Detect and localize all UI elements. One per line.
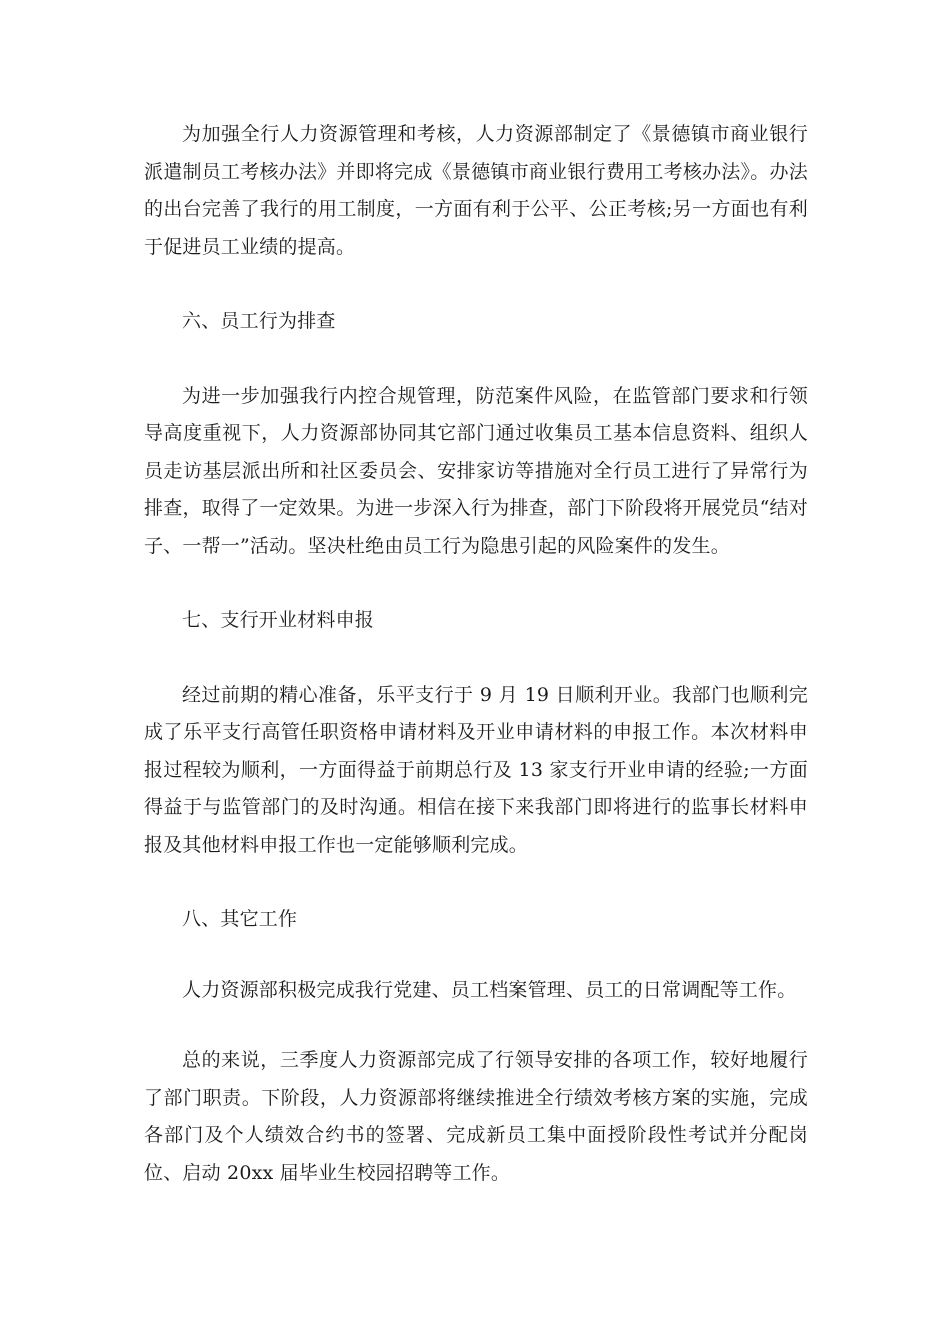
paragraph-hr-assessment: 为加强全行人力资源管理和考核，人力资源部制定了《景德镇市商业银行派遣制员工考核办法》并即将完成《景德镇市商业银行费用工考核办法》。办法的出台完善了我行的用工制度，一方面有利于公平、公正考核;另一方面也有利于促进员工业绩的提高。 (144, 123, 808, 258)
section-heading-8: 八、其它工作 (182, 908, 298, 930)
paragraph-summary: 总的来说，三季度人力资源部完成了行领导安排的各项工作，较好地履行了部门职责。下阶段，人力资源部将继续推进全行绩效考核方案的实施，完成各部门及个人绩效合约书的签署、完成新员工集中面授阶段性考试并分配岗位、启动 20xx 届毕业生校园招聘等工作。 (144, 1049, 808, 1184)
paragraph-branch-opening: 经过前期的精心准备，乐平支行于 9 月 19 日顺利开业。我部门也顺利完成了乐平支行高管任职资格申请材料及开业申请材料的申报工作。本次材料申报过程较为顺利，一方面得益于前期总行及 13 家支行开业申请的经验;一方面得益于与监管部门的及时沟通。相信在接下来我部门即将进行的监事长材料申报及其他材料申报工作也一定能够顺利完成。 (144, 683, 808, 856)
section-heading-6: 六、员工行为排查 (182, 310, 336, 332)
paragraph-other-work: 人力资源部积极完成我行党建、员工档案管理、员工的日常调配等工作。 (182, 978, 797, 1001)
paragraph-behavior-check: 为进一步加强我行内控合规管理，防范案件风险，在监管部门要求和行领导高度重视下，人力资源部协同其它部门通过收集员工基本信息资料、组织人员走访基层派出所和社区委员会、安排家访等措施对全行员工进行了异常行为排查，取得了一定效果。为进一步深入行为排查，部门下阶段将开展党员“结对子、一帮一”活动。坚决杜绝由员工行为隐患引起的风险案件的发生。 (144, 384, 808, 557)
section-heading-7: 七、支行开业材料申报 (182, 609, 375, 631)
document-page (144, 116, 808, 1192)
